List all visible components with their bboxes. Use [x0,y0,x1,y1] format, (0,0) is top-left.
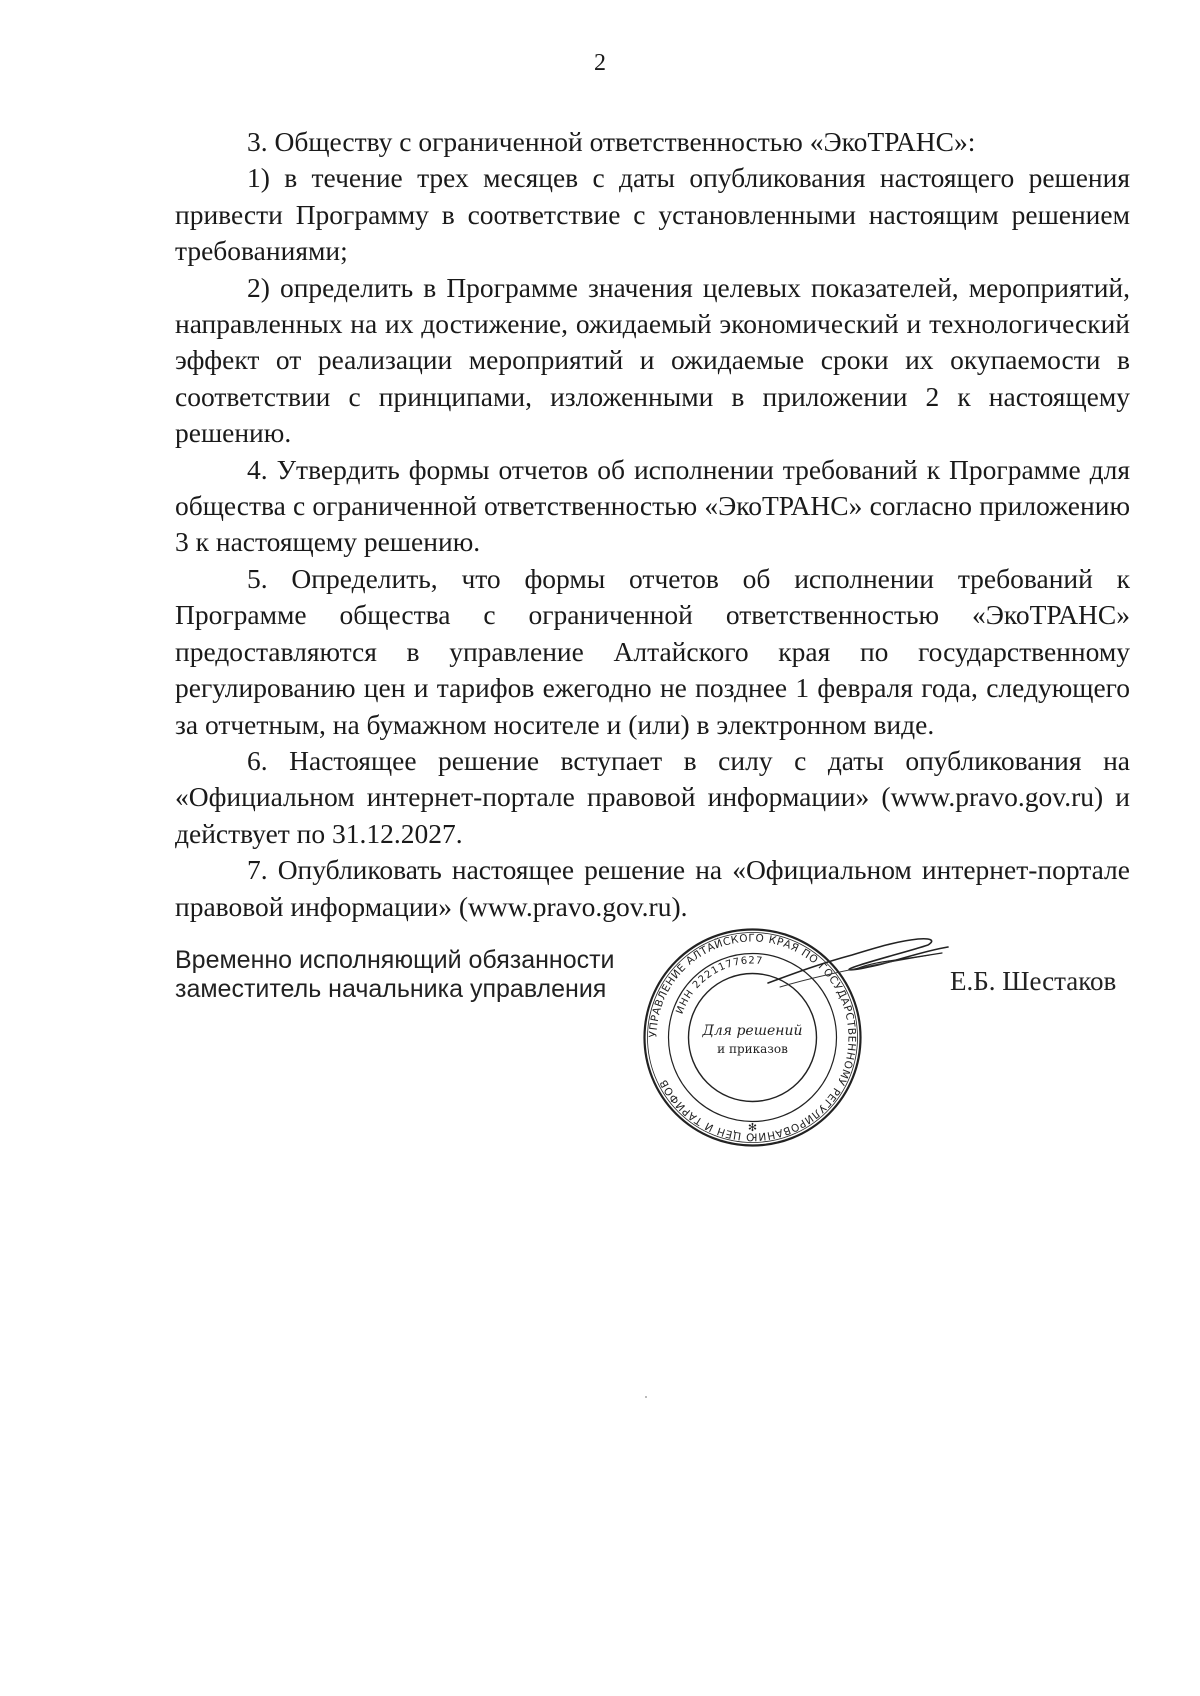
signatory-name: Е.Б. Шестаков [950,966,1117,996]
paragraph-6: 6. Настоящее решение вступает в силу с даты опубликования на «Официальном интернет-портале правовой информации» (www.pravo.gov.ru) и действует по 31.12.2027. [175,744,1130,849]
paragraph-5: 5. Определить, что формы отчетов об исполнении требований к Программе общества с ограниченной ответственностью «ЭкоТРАНС» предоставляются в управление Алтайского края по государственному регулированию цен и тарифов ежегодно не позднее 1 февраля года, следующего за отчетным, на бумажном носителе и (или) в электронном виде. [175,562,1130,740]
signatory-title [175,946,615,1004]
paragraph-3-2: 2) определить в Программе значения целевых показателей, мероприятий, направленных на их достижение, ожидаемый экономический и технологический эффект от реализации мероприятий и ожидаемые сроки их окупаемости в соответствии с принципами, изложенными в приложении 2 к настоящему решению. [175,271,1130,449]
stamp-center-line2: и приказов [717,1042,788,1056]
handwritten-signature [760,925,960,1005]
paragraph-7: 7. Опубликовать настоящее решение на «Официальном интернет-портале правовой информации» (www.pravo.gov.ru). [175,854,1130,922]
paragraph-3: 3. Обществу с ограниченной ответственностью «ЭкоТРАНС»: [247,126,976,157]
signatory-title-line2: заместитель начальника управления [175,975,607,1003]
document-body [175,124,1130,925]
stamp-outer-text: УПРАВЛЕНИЕ АЛТАЙСКОГО КРАЯ ПО ГОСУДАРСТВЕННОМУ РЕГУЛИРОВАНИЮ ЦЕН И ТАРИФОВ [647,932,858,1143]
stamp-star-icon: ✻ [747,1122,758,1134]
signatory-title-line1: Временно исполняющий обязанности [175,946,615,974]
page-number: 2 [594,50,606,76]
stamp-center-line1: Для решений [702,1023,803,1039]
paragraph-4: 4. Утвердить формы отчетов об исполнении требований к Программе для общества с ограниченной ответственностью «ЭкоТРАНС» согласно приложению 3 к настоящему решению. [175,453,1130,558]
paragraph-3-1: 1) в течение трех месяцев с даты опубликования настоящего решения привести Программу в соответствие с установленными настоящим решением требованиями; [175,162,1130,267]
stamp-inn-text: ИНН 2221177627 [674,955,764,1016]
scan-speck [645,1396,647,1398]
